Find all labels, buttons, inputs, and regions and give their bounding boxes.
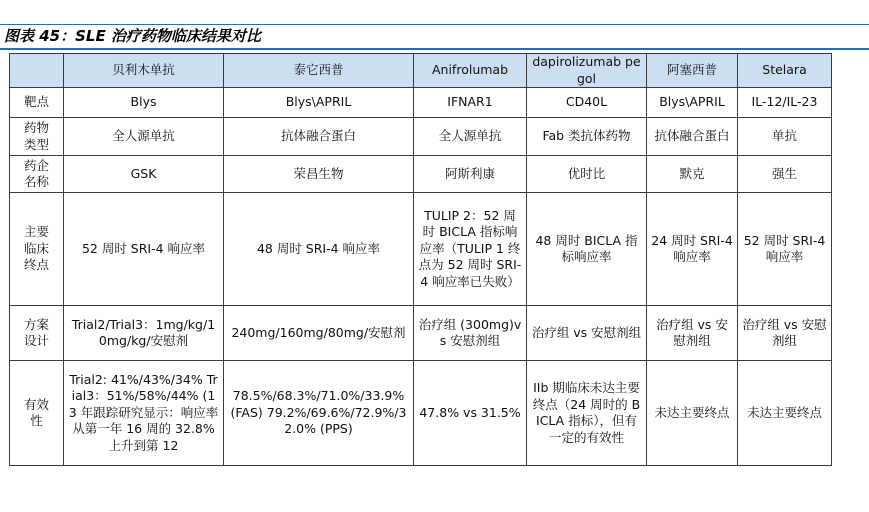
column-header: Anifrolumab xyxy=(414,54,527,88)
sle-drug-comparison-table xyxy=(9,53,832,466)
table-row xyxy=(10,88,832,118)
table-cell: IL-12/IL-23 xyxy=(738,88,832,118)
table-cell: IFNAR1 xyxy=(414,88,527,118)
table-cell: 47.8% vs 31.5% xyxy=(414,361,527,466)
table-cell: 强生 xyxy=(738,156,832,193)
row-label: 药企名称 xyxy=(10,156,64,193)
table-cell: Blys\APRIL xyxy=(647,88,738,118)
table-cell: GSK xyxy=(64,156,224,193)
column-header: 贝利木单抗 xyxy=(64,54,224,88)
table-cell: 48 周时 BICLA 指标响应率 xyxy=(527,193,647,306)
title-rule xyxy=(0,48,869,50)
row-label: 主要临床终点 xyxy=(10,193,64,306)
table-cell: 治疗组 vs 安慰剂组 xyxy=(738,306,832,361)
table-cell: 48 周时 SRI-4 响应率 xyxy=(224,193,414,306)
table-cell: Blys xyxy=(64,88,224,118)
cell-text: Trial2: 41%/43%/34% Trial3：51%/58%/44% (13 年跟踪研究显示：响应率从第一年 16 周的 32.8%上升到第 12 xyxy=(68,371,219,453)
header-row xyxy=(10,54,832,88)
table-row xyxy=(10,118,832,156)
table-cell: 荣昌生物 xyxy=(224,156,414,193)
header-corner-cell xyxy=(10,54,64,88)
table-cell: Trial2/Trial3：1mg/kg/10mg/kg/安慰剂 xyxy=(64,306,224,361)
table-cell: CD40L xyxy=(527,88,647,118)
table-cell: 抗体融合蛋白 xyxy=(224,118,414,156)
table-cell: TULIP 2：52 周时 BICLA 指标响应率（TULIP 1 终点为 52 周时 SRI-4 响应率已失败） xyxy=(414,193,527,306)
column-header: 阿塞西普 xyxy=(647,54,738,88)
table-cell: 未达主要终点 xyxy=(647,361,738,466)
table-cell: 52 周时 SRI-4 响应率 xyxy=(64,193,224,306)
table-cell: 抗体融合蛋白 xyxy=(647,118,738,156)
table-cell: 52 周时 SRI-4 响应率 xyxy=(738,193,832,306)
top-rule xyxy=(0,24,869,25)
cell-text: 78.5%/68.3%/71.0%/33.9% (FAS) 79.2%/69.6%/72.9%/32.0% (PPS) xyxy=(230,388,407,437)
table-cell: 阿斯利康 xyxy=(414,156,527,193)
row-label: 有效性 xyxy=(10,361,64,466)
table-cell: Blys\APRIL xyxy=(224,88,414,118)
table-cell: 治疗组 vs 安慰剂组 xyxy=(527,306,647,361)
column-header: Stelara xyxy=(738,54,832,88)
table-cell xyxy=(224,361,414,466)
comparison-table-wrapper xyxy=(9,53,832,466)
table-cell xyxy=(64,361,224,466)
table-cell: 优时比 xyxy=(527,156,647,193)
figure-title: 图表 45：SLE 治疗药物临床结果对比 xyxy=(4,27,261,45)
table-cell: 未达主要终点 xyxy=(738,361,832,466)
table-row xyxy=(10,193,832,306)
table-cell: 全人源单抗 xyxy=(414,118,527,156)
table-row xyxy=(10,156,832,193)
row-label: 靶点 xyxy=(10,88,64,118)
table-cell: 24 周时 SRI-4 响应率 xyxy=(647,193,738,306)
column-header: dapirolizumab pegol xyxy=(527,54,647,88)
table-cell: 单抗 xyxy=(738,118,832,156)
column-header: 泰它西普 xyxy=(224,54,414,88)
table-cell: 默克 xyxy=(647,156,738,193)
row-label: 药物类型 xyxy=(10,118,64,156)
table-row xyxy=(10,306,832,361)
table-cell: 治疗组 (300mg)vs 安慰剂组 xyxy=(414,306,527,361)
table-row xyxy=(10,361,832,466)
table-cell: 全人源单抗 xyxy=(64,118,224,156)
table-cell: Fab 类抗体药物 xyxy=(527,118,647,156)
table-cell: 治疗组 vs 安慰剂组 xyxy=(647,306,738,361)
row-label: 方案设计 xyxy=(10,306,64,361)
table-cell: IIb 期临床未达主要终点（24 周时的 BICLA 指标），但有一定的有效性 xyxy=(527,361,647,466)
table-cell: 240mg/160mg/80mg/安慰剂 xyxy=(224,306,414,361)
